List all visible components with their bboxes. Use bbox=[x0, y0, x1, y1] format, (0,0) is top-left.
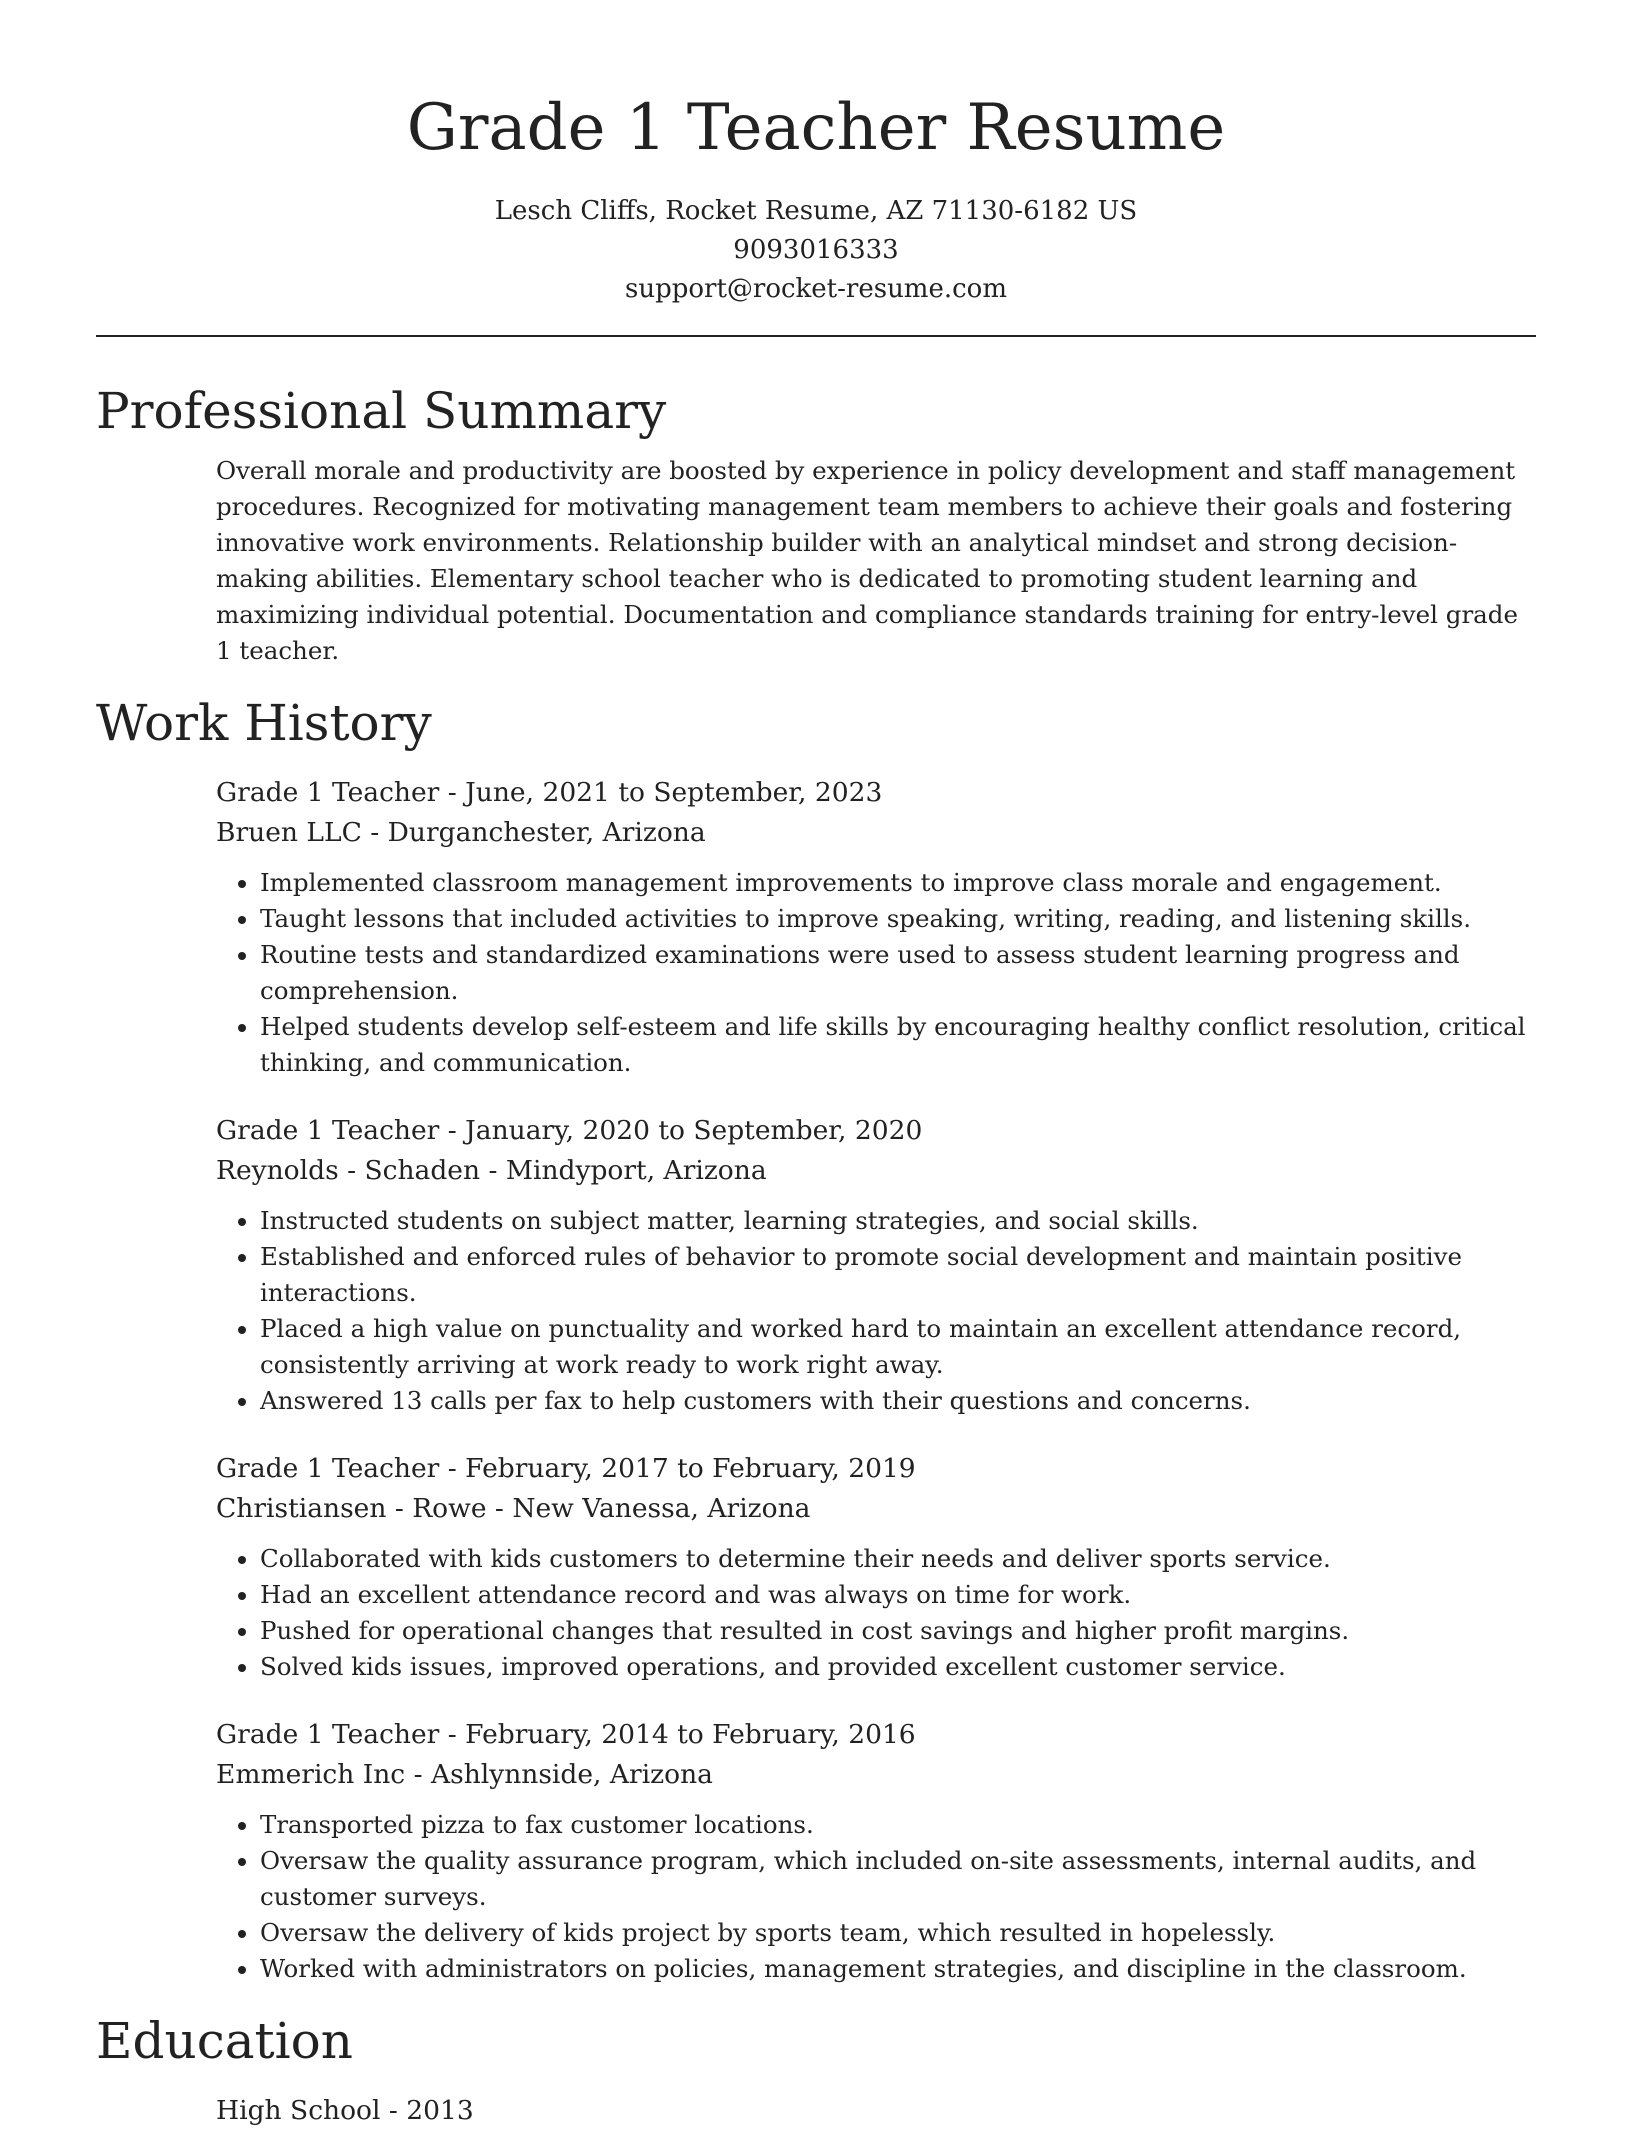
phone-text: 9093016333 bbox=[733, 235, 899, 265]
separator: - bbox=[361, 817, 388, 848]
company-name: Reynolds - Schaden bbox=[216, 1155, 481, 1186]
job-dates: June, 2021 to September, 2023 bbox=[465, 777, 883, 808]
company-name: Christiansen - Rowe bbox=[216, 1493, 487, 1524]
list-item: • Routine tests and standardized examinations were used to assess student learning progress and comprehension. bbox=[260, 937, 1536, 1009]
company-location: New Vanessa, Arizona bbox=[512, 1493, 811, 1524]
company-location: Durganchester, Arizona bbox=[387, 817, 706, 848]
job-title: Grade 1 Teacher bbox=[216, 1719, 440, 1750]
email-text: support@rocket-resume.com bbox=[624, 274, 1007, 304]
list-item: • Instructed students on subject matter, learning strategies, and social skills. bbox=[260, 1203, 1536, 1239]
list-item: • Established and enforced rules of behavior to promote social development and maintain positive interactions. bbox=[260, 1239, 1536, 1311]
separator: - bbox=[439, 1453, 466, 1484]
job-bullets bbox=[216, 1541, 1536, 1685]
list-item: • Answered 13 calls per fax to help customers with their questions and concerns. bbox=[260, 1383, 1536, 1419]
job-entry bbox=[216, 773, 1536, 1081]
list-item: • Worked with administrators on policies, management strategies, and discipline in the classroom. bbox=[260, 1951, 1536, 1987]
work-history-section bbox=[216, 773, 1536, 1987]
contact-block bbox=[96, 192, 1536, 309]
job-title: Grade 1 Teacher bbox=[216, 777, 440, 808]
job-title-line bbox=[216, 1111, 1536, 1151]
list-item: • Had an excellent attendance record and was always on time for work. bbox=[260, 1577, 1536, 1613]
list-item: • Taught lessons that included activities to improve speaking, writing, reading, and listening skills. bbox=[260, 901, 1536, 937]
header-divider bbox=[96, 335, 1536, 337]
company-name: Emmerich Inc bbox=[216, 1759, 406, 1790]
separator: - bbox=[405, 1759, 431, 1790]
separator: - bbox=[486, 1493, 513, 1524]
company-location: Mindyport, Arizona bbox=[505, 1155, 767, 1186]
education-section bbox=[216, 2091, 1536, 2131]
company-line bbox=[216, 1489, 1536, 1529]
resume-header bbox=[96, 0, 1536, 309]
company-line bbox=[216, 1755, 1536, 1795]
resume-title: Grade 1 Teacher Resume bbox=[406, 91, 1226, 165]
list-item: • Helped students develop self-esteem and life skills by encouraging healthy conflict resolution, critical thinking, and communication. bbox=[260, 1009, 1536, 1081]
address-text: Lesch Cliffs, Rocket Resume, AZ 71130-6182 US bbox=[494, 196, 1138, 226]
list-item: • Oversaw the quality assurance program, which included on-site assessments, internal audits, and customer surveys. bbox=[260, 1843, 1536, 1915]
job-title-line bbox=[216, 1449, 1536, 1489]
job-title-line bbox=[216, 1715, 1536, 1755]
summary-text: Overall morale and productivity are boosted by experience in policy development and staff management procedures. Recognized for motivating management team members to achieve their goals and fostering innovative work environments. Relationship builder with an analytical mindset and strong decision-making abilities. Elementary school teacher who is dedicated to promoting student learning and maximizing individual potential. Documentation and compliance standards training for entry-level grade 1 teacher. bbox=[216, 456, 1518, 665]
work-history-heading: Work History bbox=[96, 694, 432, 752]
job-dates: January, 2020 to September, 2020 bbox=[465, 1115, 923, 1146]
job-bullets bbox=[216, 1807, 1536, 1987]
job-dates: February, 2014 to February, 2016 bbox=[465, 1719, 916, 1750]
summary-section bbox=[216, 453, 1536, 669]
education-heading: Education bbox=[96, 2012, 353, 2070]
job-dates: February, 2017 to February, 2019 bbox=[465, 1453, 916, 1484]
company-name: Bruen LLC bbox=[216, 817, 362, 848]
job-entry bbox=[216, 1715, 1536, 1987]
company-line bbox=[216, 813, 1536, 853]
list-item: • Transported pizza to fax customer locations. bbox=[260, 1807, 1536, 1843]
company-location: Ashlynnside, Arizona bbox=[430, 1759, 713, 1790]
job-title: Grade 1 Teacher bbox=[216, 1115, 440, 1146]
list-item: • Placed a high value on punctuality and worked hard to maintain an excellent attendance record, consistently arriving at work ready to work right away. bbox=[260, 1311, 1536, 1383]
summary-heading: Professional Summary bbox=[96, 382, 667, 440]
separator: - bbox=[480, 1155, 506, 1186]
list-item: • Implemented classroom management improvements to improve class morale and engagement. bbox=[260, 865, 1536, 901]
job-title: Grade 1 Teacher bbox=[216, 1453, 440, 1484]
separator: - bbox=[439, 777, 466, 808]
job-bullets bbox=[216, 865, 1536, 1081]
job-title-line bbox=[216, 773, 1536, 813]
separator: - bbox=[439, 1115, 466, 1146]
separator: - bbox=[439, 1719, 466, 1750]
company-line bbox=[216, 1151, 1536, 1191]
list-item: • Solved kids issues, improved operations, and provided excellent customer service. bbox=[260, 1649, 1536, 1685]
job-entry bbox=[216, 1111, 1536, 1419]
education-entry: High School - 2013 bbox=[216, 2095, 474, 2126]
job-entry bbox=[216, 1449, 1536, 1685]
job-bullets bbox=[216, 1203, 1536, 1419]
list-item: • Oversaw the delivery of kids project by sports team, which resulted in hopelessly. bbox=[260, 1915, 1536, 1951]
list-item: • Collaborated with kids customers to determine their needs and deliver sports service. bbox=[260, 1541, 1536, 1577]
list-item: • Pushed for operational changes that resulted in cost savings and higher profit margins. bbox=[260, 1613, 1536, 1649]
